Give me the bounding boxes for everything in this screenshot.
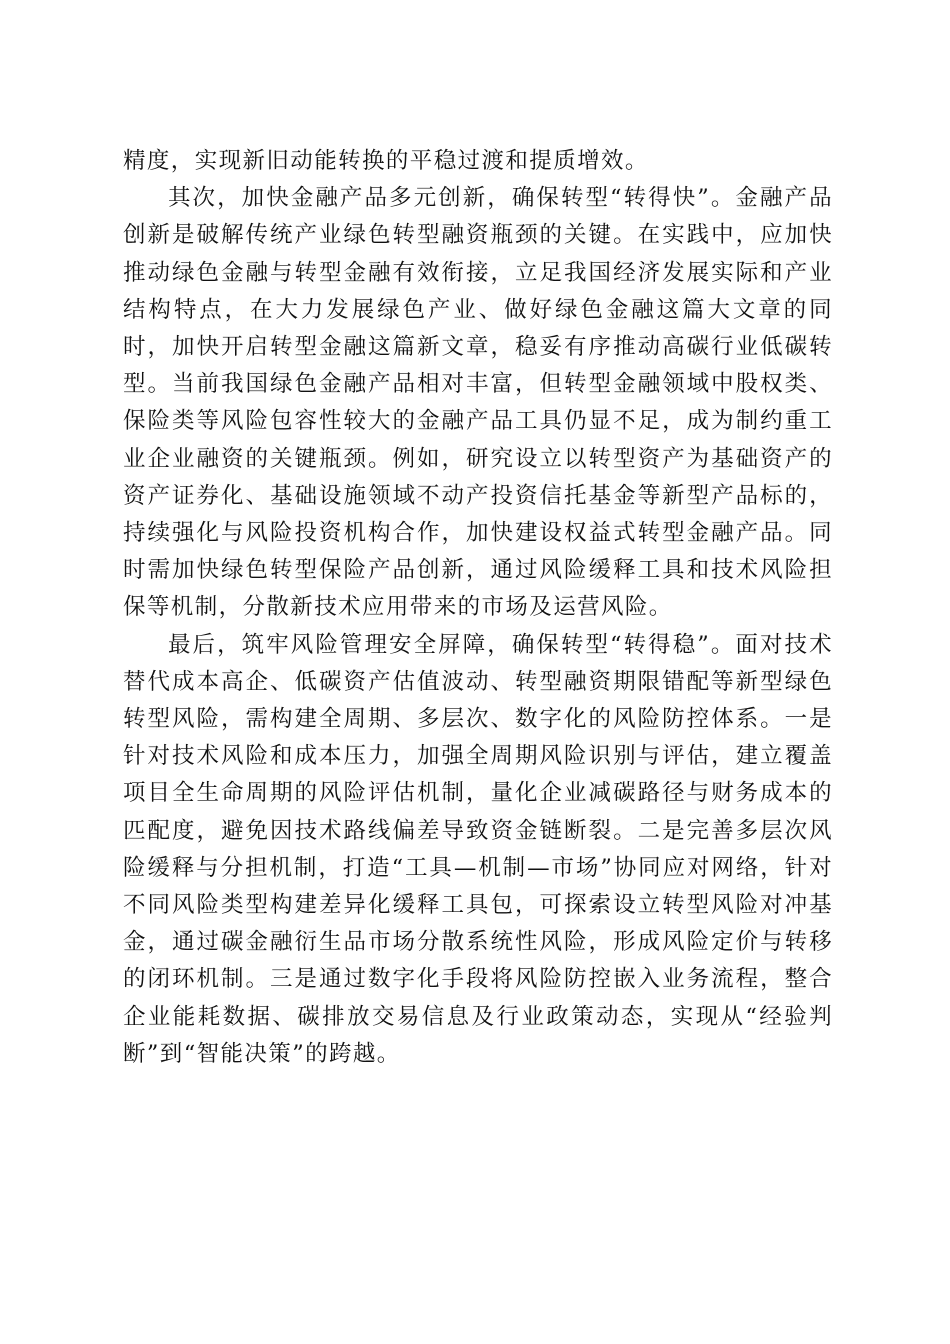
document-page [123,143,833,1073]
paragraph-financial-products: 其次，加快金融产品多元创新，确保转型“转得快”。金融产品创新是破解传统产业绿色转型融资瓶颈的关键。在实践中，应加快推动绿色金融与转型金融有效衔接，立足我国经济发展实际和产业结构特点，在大力发展绿色产业、做好绿色金融这篇大文章的同时，加快开启转型金融这篇新文章，稳妥有序推动高碳行业低碳转型。当前我国绿色金融产品相对丰富，但转型金融领域中股权类、保险类等风险包容性较大的金融产品工具仍显不足，成为制约重工业企业融资的关键瓶颈。例如，研究设立以转型资产为基础资产的资产证券化、基础设施领域不动产投资信托基金等新型产品标的，持续强化与风险投资机构合作，加快建设权益式转型金融产品。同时需加快绿色转型保险产品创新，通过风险缓释工具和技术风险担保等机制，分散新技术应用带来的市场及运营风险。 [123,185,833,621]
paragraph-continuation: 精度，实现新旧动能转换的平稳过渡和提质增效。 [123,148,649,174]
paragraph-risk-management: 最后，筑牢风险管理安全屏障，确保转型“转得稳”。面对技术替代成本高企、低碳资产估值波动、转型融资期限错配等新型绿色转型风险，需构建全周期、多层次、数字化的风险防控体系。一是针对技术风险和成本压力，加强全周期风险识别与评估，建立覆盖项目全生命周期的风险评估机制，量化企业减碳路径与财务成本的匹配度，避免因技术路线偏差导致资金链断裂。二是完善多层次风险缓释与分担机制，打造“工具—机制—市场”协同应对网络，针对不同风险类型构建差异化缓释工具包，可探索设立转型风险对冲基金，通过碳金融衍生品市场分散系统性风险，形成风险定价与转移的闭环机制。三是通过数字化手段将风险防控嵌入业务流程，整合企业能耗数据、碳排放交易信息及行业政策动态，实现从“经验判断”到“智能决策”的跨越。 [123,631,833,1067]
